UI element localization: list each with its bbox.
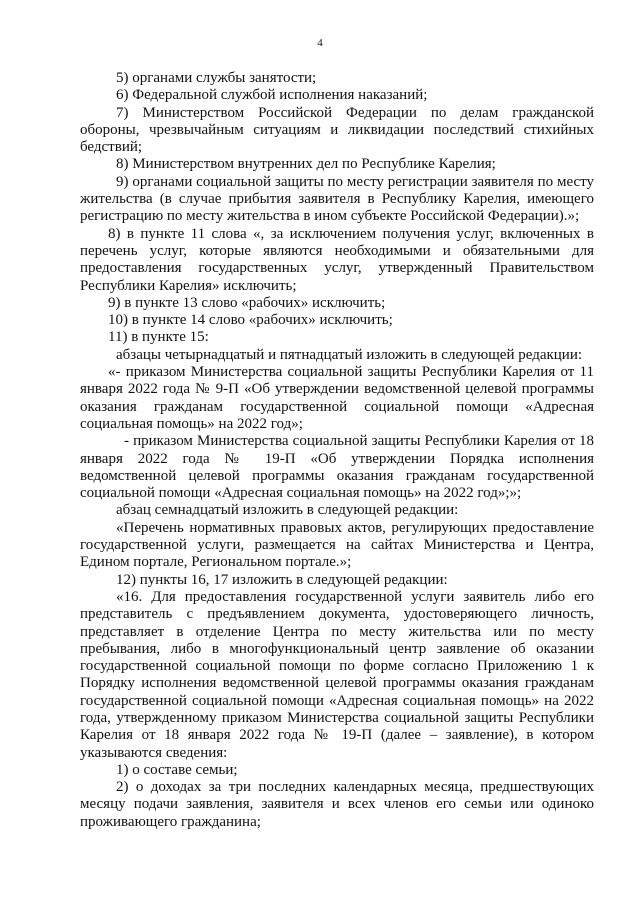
paragraph: 2) о доходах за три последних календарных месяца, предшествующих месяцу подачи заявления, заявителя и всех членов его семьи или одиноко проживающего гражданина;	[80, 779, 594, 830]
paragraph: 10) в пункте 14 слово «рабочих» исключить;	[108, 312, 393, 329]
paragraph: 9) в пункте 13 слово «рабочих» исключить;	[108, 294, 386, 311]
paragraph: 8) Министерством внутренних дел по Республике Карелия;	[116, 156, 496, 173]
paragraph: «- приказом Министерства социальной защиты Республики Карелия от 11 января 2022 года № 9-П «Об утверждении ведомственной целевой программы оказания гражданам государственной социальной помощи «Адресная социальная помощь» на 2022 год»;	[80, 364, 594, 432]
document-body	[80, 70, 594, 831]
paragraph: абзац семнадцатый изложить в следующей редакции:	[116, 502, 459, 519]
paragraph: «16. Для предоставления государственной услуги заявитель либо его представитель с предъявлением документа, удостоверяющего личность, представляет в отделение Центра по месту жительства или по месту пребывания, либо в многофункциональный центр заявление об оказании государственной социальной помощи по форме согласно Приложению 1 к Порядку исполнения ведомственной целевой программы оказания гражданам государственной социальной помощи «Адресная социальная помощь» на 2022 года, утвержденному приказом Министерства социальной защиты Республики Карелия от 18 января 2022 года № 19-П (далее – заявление), в котором указываются сведения:	[80, 588, 594, 761]
paragraph: 8) в пункте 11 слова «, за исключением получения услуг, включенных в перечень услуг, которые являются необходимыми и обязательными для предоставления государственных услуг, утвержденный Правительством Республики Карелия» исключить;	[80, 225, 594, 294]
paragraph: 12) пункты 16, 17 изложить в следующей редакции:	[116, 571, 448, 588]
paragraph: 11) в пункте 15:	[108, 329, 209, 346]
paragraph: 1) о составе семьи;	[116, 761, 238, 778]
paragraph: 6) Федеральной службой исполнения наказаний;	[116, 87, 428, 104]
paragraph: «Перечень нормативных правовых актов, регулирующих предоставление государственной услуги, размещается на сайтах Министерства и Центра, Едином портале, Региональном портале.»;	[80, 519, 594, 571]
paragraph: 5) органами службы занятости;	[116, 70, 317, 86]
paragraph: 7) Министерством Российской Федерации по делам гражданской обороны, чрезвычайным ситуациям и ликвидации последствий стихийных бедствий;	[80, 104, 594, 156]
paragraph: абзацы четырнадцатый и пятнадцатый изложить в следующей редакции:	[116, 346, 583, 363]
page-number: 4	[317, 37, 323, 49]
paragraph: - приказом Министерства социальной защиты Республики Карелия от 18 января 2022 года № 19-П «Об утверждении Порядка исполнения ведомственной целевой программы оказания гражданам государственной социальной помощи «Адресная социальная помощь» на 2022 год»;»;	[80, 433, 594, 502]
paragraph: 9) органами социальной защиты по месту регистрации заявителя по месту жительства (в случае прибытия заявителя в Республику Карелия, имеющего регистрацию по месту жительства в ином субъекте Российской Федерации).»;	[80, 173, 594, 225]
